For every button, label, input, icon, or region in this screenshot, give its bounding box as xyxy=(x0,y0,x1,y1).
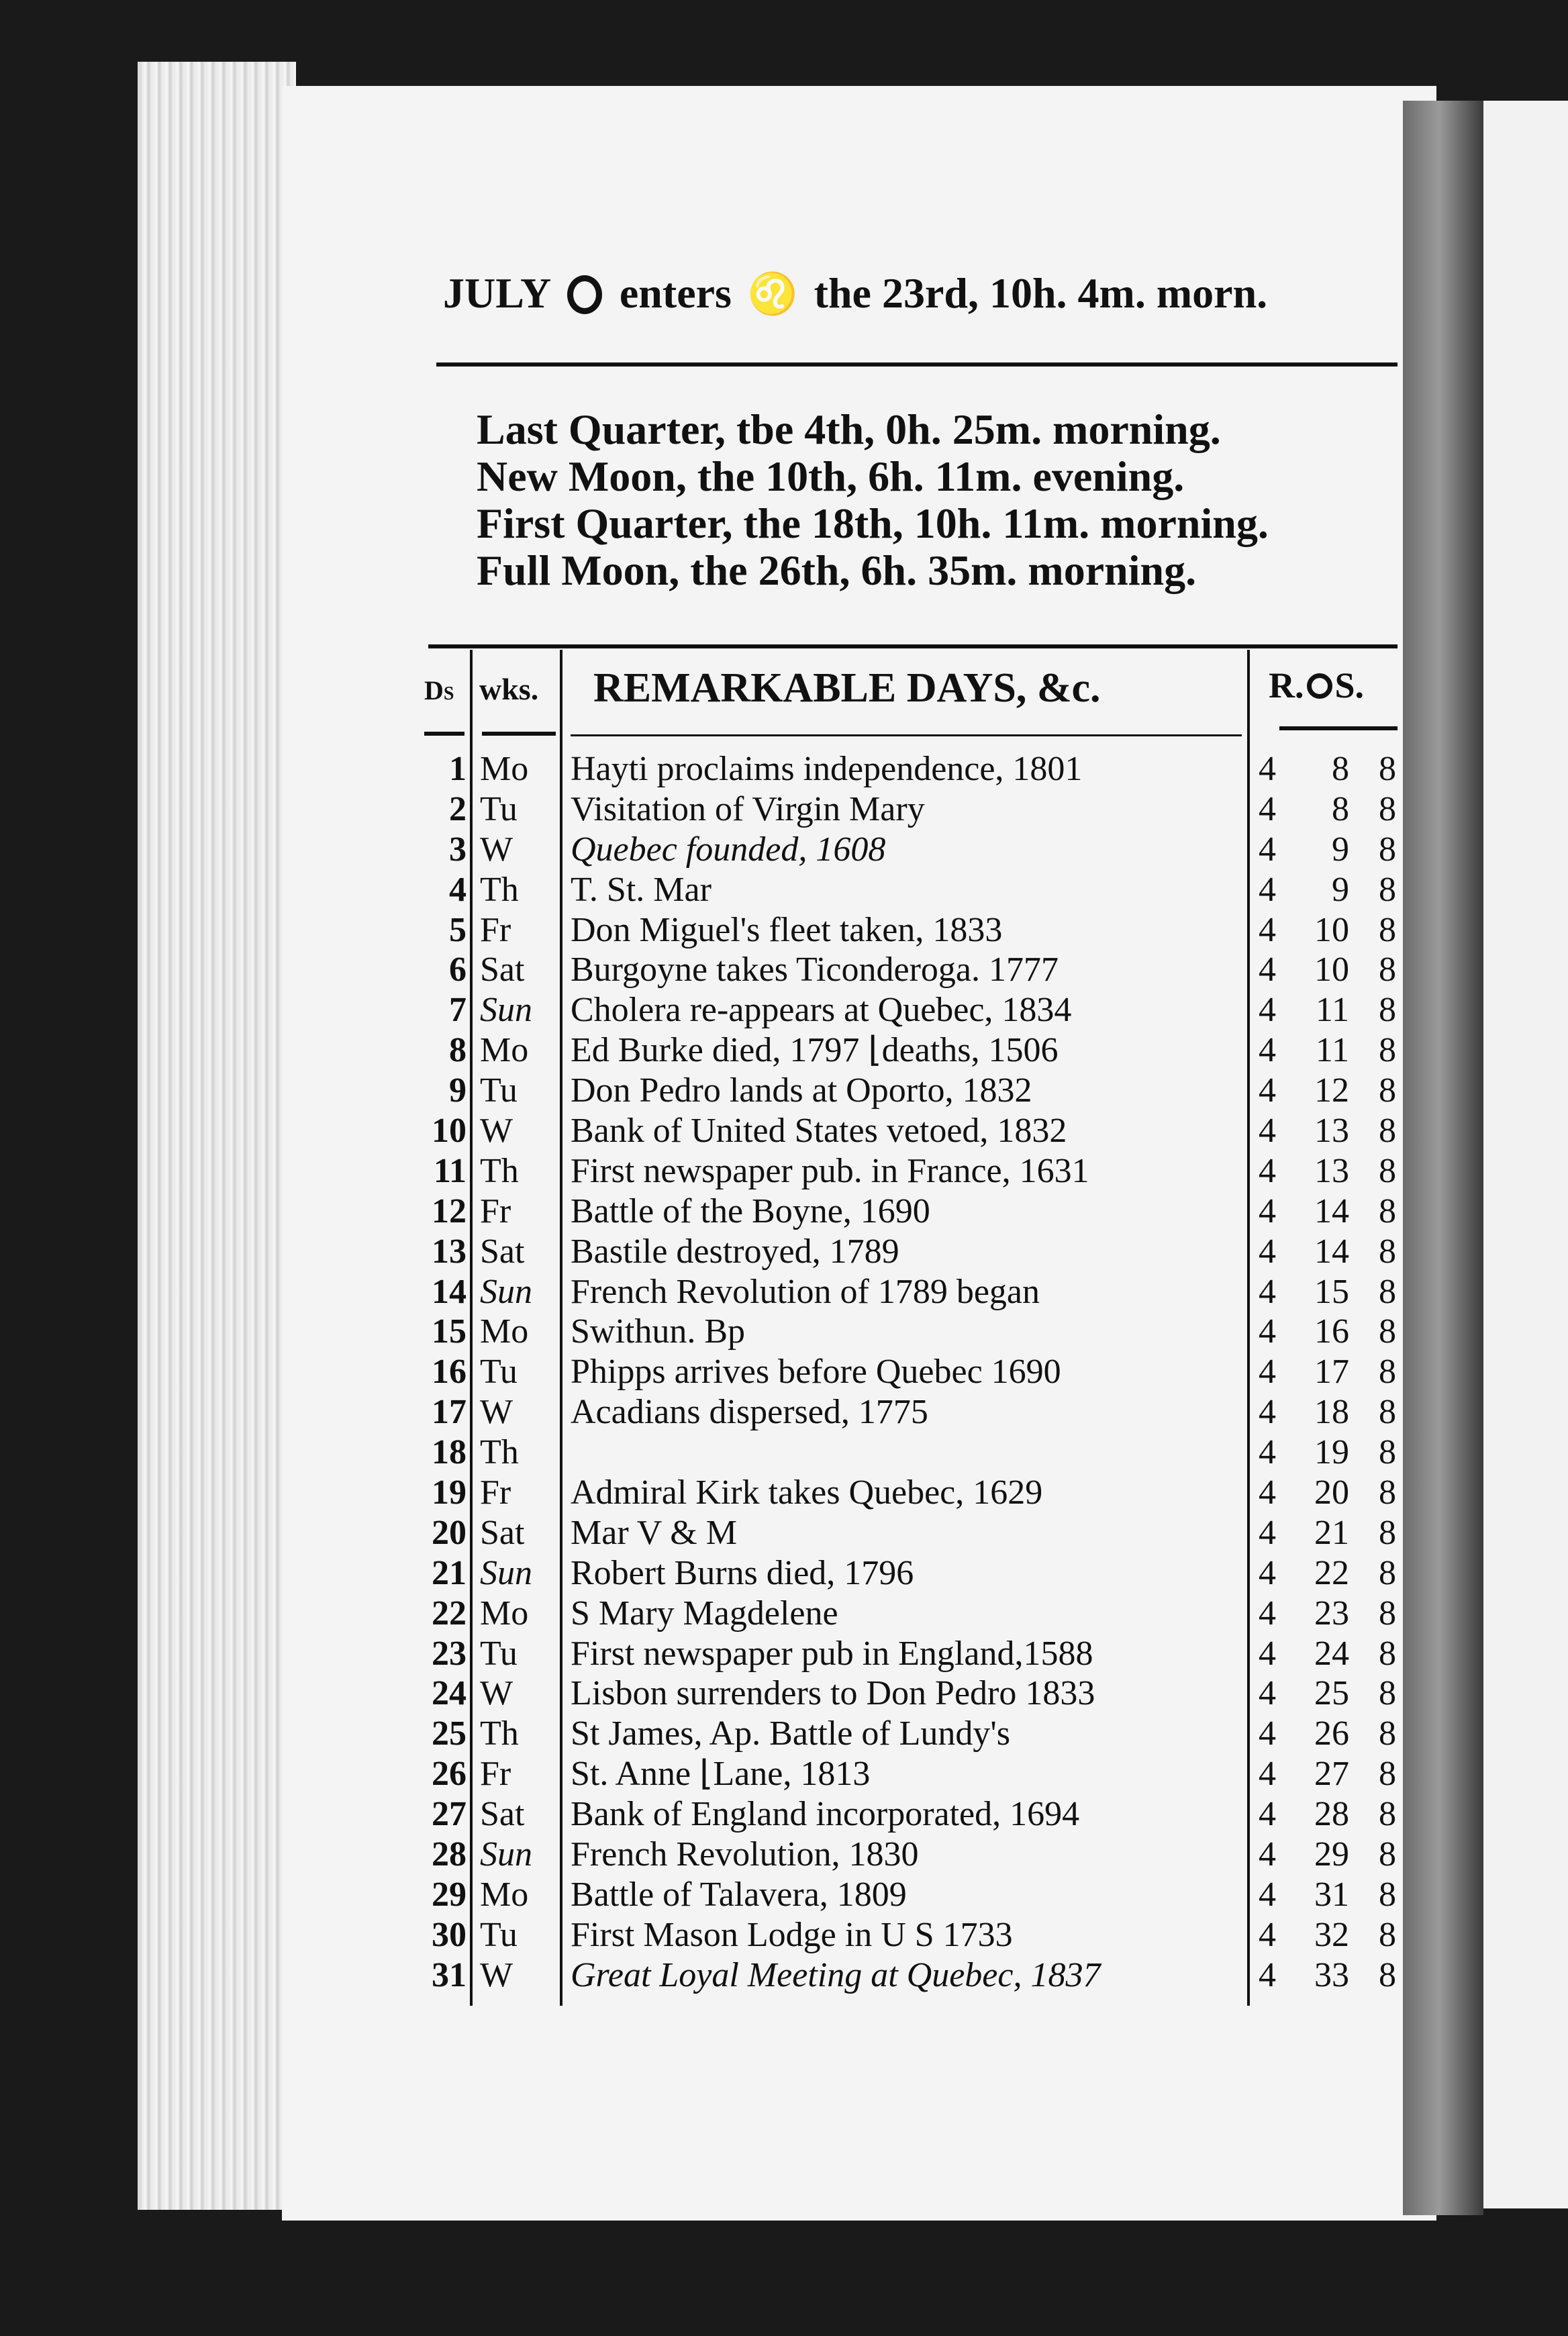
sunrise-minute: 14 xyxy=(1314,1232,1349,1271)
sunrise-minute: 11 xyxy=(1315,1031,1349,1070)
weekday-underline xyxy=(482,732,556,736)
book-page-edges xyxy=(138,62,296,2210)
table-row xyxy=(416,1232,1410,1273)
sunrise-hour: 4 xyxy=(1259,1232,1276,1271)
sunrise-hour: 4 xyxy=(1259,1795,1276,1834)
weekday: Sat xyxy=(480,1513,525,1552)
day-number: 18 xyxy=(432,1433,467,1472)
table-row xyxy=(416,1353,1410,1393)
facing-page xyxy=(1477,101,1568,2208)
table-row xyxy=(416,1714,1410,1755)
weekday: Mo xyxy=(480,1031,529,1070)
sunrise-hour: 4 xyxy=(1259,910,1276,949)
day-number: 14 xyxy=(432,1272,467,1311)
table-row xyxy=(416,1433,1410,1473)
sunrise-minute: 29 xyxy=(1314,1835,1349,1874)
sunset-hour: 8 xyxy=(1379,1473,1396,1512)
sunrise-minute: 33 xyxy=(1314,1955,1349,1994)
table-row xyxy=(416,1635,1410,1675)
event-text: Battle of Talavera, 1809 xyxy=(571,1875,907,1914)
day-number: 30 xyxy=(432,1915,467,1954)
weekday: Sun xyxy=(480,1553,532,1592)
weekday: Sat xyxy=(480,1795,525,1834)
sunrise-hour: 4 xyxy=(1259,1151,1276,1190)
table-row xyxy=(416,1152,1410,1192)
sunset-hour: 8 xyxy=(1379,1513,1396,1552)
table-row xyxy=(416,1916,1410,1956)
sunset-hour: 8 xyxy=(1379,991,1396,1030)
table-row xyxy=(416,1473,1410,1514)
sunrise-minute: 18 xyxy=(1314,1393,1349,1432)
sunrise-minute: 15 xyxy=(1314,1272,1349,1311)
sunrise-minute: 9 xyxy=(1332,830,1349,869)
table-row xyxy=(416,991,1410,1031)
sunset-hour: 8 xyxy=(1379,1674,1396,1713)
table-row xyxy=(416,911,1410,951)
sunrise-minute: 9 xyxy=(1332,870,1349,909)
col-header-weekday: wks. xyxy=(479,672,539,706)
sunrise-minute: 27 xyxy=(1314,1755,1349,1794)
table-row xyxy=(416,951,1410,991)
event-text: Ed Burke died, 1797 ⌊deaths, 1506 xyxy=(571,1031,1059,1070)
table-row xyxy=(416,1594,1410,1635)
sunrise-hour: 4 xyxy=(1259,991,1276,1030)
event-text: St. Anne ⌊Lane, 1813 xyxy=(571,1755,871,1794)
sunrise-hour: 4 xyxy=(1259,870,1276,909)
day-number: 3 xyxy=(449,830,467,869)
sunrise-hour: 4 xyxy=(1259,1835,1276,1874)
phase-last-quarter: Last Quarter, tbe 4th, 0h. 25m. morning. xyxy=(477,405,1221,453)
sunset-hour: 8 xyxy=(1379,789,1396,828)
weekday: Th xyxy=(480,1151,519,1190)
sunrise-hour: 4 xyxy=(1259,1513,1276,1552)
weekday: Sun xyxy=(480,1835,532,1874)
sunset-hour: 8 xyxy=(1379,1594,1396,1633)
sunset-hour: 8 xyxy=(1379,951,1396,989)
sunrise-minute: 12 xyxy=(1314,1071,1349,1110)
table-row xyxy=(416,1112,1410,1152)
page-gutter-shadow xyxy=(1403,101,1483,2215)
event-text: Battle of the Boyne, 1690 xyxy=(571,1191,930,1230)
sunset-hour: 8 xyxy=(1379,1151,1396,1190)
sunrise-minute: 8 xyxy=(1332,789,1349,828)
table-row xyxy=(416,1514,1410,1554)
sunrise-minute: 13 xyxy=(1314,1151,1349,1190)
sunset-hour: 8 xyxy=(1379,910,1396,949)
table-row xyxy=(416,1674,1410,1714)
table-row xyxy=(416,750,1410,790)
weekday: W xyxy=(480,1112,513,1151)
sunset-hour: 8 xyxy=(1379,1031,1396,1070)
month-heading xyxy=(443,269,1396,329)
sunset-hour: 8 xyxy=(1379,750,1396,788)
weekday: W xyxy=(480,1955,513,1994)
sunrise-hour: 4 xyxy=(1259,750,1276,788)
sunrise-hour: 4 xyxy=(1259,1714,1276,1753)
event-text: St James, Ap. Battle of Lundy's xyxy=(571,1714,1011,1753)
sunset-hour: 8 xyxy=(1379,1272,1396,1311)
weekday: W xyxy=(480,1674,513,1713)
day-number: 13 xyxy=(432,1232,467,1271)
sunrise-minute: 24 xyxy=(1314,1634,1349,1673)
heading-rule xyxy=(436,362,1398,367)
event-text: French Revolution, 1830 xyxy=(571,1835,919,1874)
event-text: Bank of England incorporated, 1694 xyxy=(571,1795,1080,1834)
month-name: JULY xyxy=(443,269,550,317)
sunset-hour: 8 xyxy=(1379,1915,1396,1954)
day-number: 9 xyxy=(449,1071,467,1110)
sunset-hour: 8 xyxy=(1379,1232,1396,1271)
event-text: Hayti proclaims independence, 1801 xyxy=(571,750,1083,788)
sunrise-hour: 4 xyxy=(1259,1875,1276,1914)
sunrise-minute: 11 xyxy=(1315,991,1349,1030)
sunrise-minute: 10 xyxy=(1314,910,1349,949)
weekday: Tu xyxy=(480,1071,518,1110)
day-number: 22 xyxy=(432,1594,467,1633)
weekday: Th xyxy=(480,1433,519,1472)
sunset-hour: 8 xyxy=(1379,1835,1396,1874)
phase-full-moon: Full Moon, the 26th, 6h. 35m. morning. xyxy=(477,546,1197,594)
event-text: Burgoyne takes Ticonderoga. 1777 xyxy=(571,951,1059,989)
day-number: 19 xyxy=(432,1473,467,1512)
event-text: Lisbon surrenders to Don Pedro 1833 xyxy=(571,1674,1095,1713)
event-text: Robert Burns died, 1796 xyxy=(571,1553,914,1592)
day-number: 17 xyxy=(432,1393,467,1432)
event-text: First Mason Lodge in U S 1733 xyxy=(571,1915,1013,1954)
weekday: W xyxy=(480,830,513,869)
weekday: Sat xyxy=(480,1232,525,1271)
sunset-hour: 8 xyxy=(1379,1955,1396,1994)
table-row xyxy=(416,1393,1410,1433)
day-number: 26 xyxy=(432,1755,467,1794)
sunrise-minute: 28 xyxy=(1314,1795,1349,1834)
sunset-hour: 8 xyxy=(1379,830,1396,869)
sunrise-hour: 4 xyxy=(1259,1433,1276,1472)
sunset-hour: 8 xyxy=(1379,1312,1396,1351)
sunset-hour: 8 xyxy=(1379,1795,1396,1834)
sun-symbol-icon xyxy=(567,275,602,314)
weekday: Sat xyxy=(480,951,525,989)
weekday: Tu xyxy=(480,1634,518,1673)
sunrise-minute: 20 xyxy=(1314,1473,1349,1512)
event-text: Don Miguel's fleet taken, 1833 xyxy=(571,910,1003,949)
sunrise-minute: 10 xyxy=(1314,951,1349,989)
event-text: Swithun. Bp xyxy=(571,1312,746,1351)
days-underline xyxy=(424,732,464,736)
sunrise-hour: 4 xyxy=(1259,951,1276,989)
day-number: 7 xyxy=(449,991,467,1030)
table-top-rule xyxy=(428,644,1398,648)
sunrise-hour: 4 xyxy=(1259,1915,1276,1954)
events-underline xyxy=(571,734,1242,736)
table-row xyxy=(416,1273,1410,1313)
sun-rise-label: R. xyxy=(1269,665,1304,705)
sunrise-hour: 4 xyxy=(1259,1594,1276,1633)
day-number: 15 xyxy=(432,1312,467,1351)
sunrise-minute: 16 xyxy=(1314,1312,1349,1351)
sunrise-hour: 4 xyxy=(1259,1634,1276,1673)
day-number: 28 xyxy=(432,1835,467,1874)
table-row xyxy=(416,1312,1410,1353)
sun-underline xyxy=(1279,726,1398,730)
weekday: Th xyxy=(480,870,519,909)
sunrise-hour: 4 xyxy=(1259,1071,1276,1110)
table-row xyxy=(416,1835,1410,1876)
table-row xyxy=(416,1755,1410,1795)
event-text: French Revolution of 1789 began xyxy=(571,1272,1040,1311)
sunrise-hour: 4 xyxy=(1259,1553,1276,1592)
table-row xyxy=(416,1795,1410,1835)
sunrise-hour: 4 xyxy=(1259,1955,1276,1994)
sunrise-minute: 19 xyxy=(1314,1433,1349,1472)
sunrise-hour: 4 xyxy=(1259,1112,1276,1151)
sunrise-minute: 17 xyxy=(1314,1353,1349,1392)
day-number: 5 xyxy=(449,910,467,949)
day-number: 24 xyxy=(432,1674,467,1713)
event-text: First newspaper pub. in France, 1631 xyxy=(571,1151,1089,1190)
sunrise-minute: 23 xyxy=(1314,1594,1349,1633)
event-text: Visitation of Virgin Mary xyxy=(571,789,925,828)
day-number: 23 xyxy=(432,1634,467,1673)
sunrise-hour: 4 xyxy=(1259,789,1276,828)
event-text: Great Loyal Meeting at Quebec, 1837 xyxy=(571,1955,1101,1994)
moon-phases xyxy=(477,406,1403,594)
sunset-hour: 8 xyxy=(1379,1714,1396,1753)
sunrise-minute: 8 xyxy=(1332,750,1349,788)
table-row xyxy=(416,1554,1410,1594)
sun-column-icon xyxy=(1307,673,1332,699)
day-number: 6 xyxy=(449,951,467,989)
sunrise-hour: 4 xyxy=(1259,1393,1276,1432)
sunrise-minute: 22 xyxy=(1314,1553,1349,1592)
weekday: Mo xyxy=(480,750,529,788)
sunset-hour: 8 xyxy=(1379,1191,1396,1230)
sunrise-minute: 32 xyxy=(1314,1915,1349,1954)
sunrise-minute: 26 xyxy=(1314,1714,1349,1753)
sunrise-hour: 4 xyxy=(1259,1191,1276,1230)
event-text: First newspaper pub in England,1588 xyxy=(571,1634,1093,1673)
day-number: 2 xyxy=(449,789,467,828)
sunrise-hour: 4 xyxy=(1259,1755,1276,1794)
heading-date: the 23rd, 10h. 4m. morn. xyxy=(814,269,1268,317)
phase-first-quarter: First Quarter, the 18th, 10h. 11m. morning. xyxy=(477,499,1269,547)
event-text: Quebec founded, 1608 xyxy=(571,830,886,869)
sunrise-hour: 4 xyxy=(1259,1272,1276,1311)
sunset-hour: 8 xyxy=(1379,1353,1396,1392)
day-number: 10 xyxy=(432,1112,467,1151)
event-text: Bank of United States vetoed, 1832 xyxy=(571,1112,1067,1151)
sunrise-hour: 4 xyxy=(1259,1353,1276,1392)
event-text: Mar V & M xyxy=(571,1513,737,1552)
day-number: 16 xyxy=(432,1353,467,1392)
event-text: Phipps arrives before Quebec 1690 xyxy=(571,1353,1061,1392)
table-row xyxy=(416,790,1410,830)
day-number: 11 xyxy=(433,1151,467,1190)
day-number: 12 xyxy=(432,1191,467,1230)
day-number: 21 xyxy=(432,1553,467,1592)
day-number: 20 xyxy=(432,1513,467,1552)
sunset-hour: 8 xyxy=(1379,1553,1396,1592)
sunrise-minute: 31 xyxy=(1314,1875,1349,1914)
table-row xyxy=(416,871,1410,911)
day-number: 31 xyxy=(432,1955,467,1994)
sunset-hour: 8 xyxy=(1379,1755,1396,1794)
weekday: Mo xyxy=(480,1875,529,1914)
table-row xyxy=(416,1071,1410,1112)
sunset-hour: 8 xyxy=(1379,1071,1396,1110)
weekday: Tu xyxy=(480,789,518,828)
sunrise-minute: 13 xyxy=(1314,1112,1349,1151)
day-number: 4 xyxy=(449,870,467,909)
col-header-events: REMARKABLE DAYS, &c. xyxy=(593,665,1101,711)
table-row xyxy=(416,1956,1410,1996)
weekday: Mo xyxy=(480,1594,529,1633)
weekday: Th xyxy=(480,1714,519,1753)
sunset-hour: 8 xyxy=(1379,870,1396,909)
weekday: Fr xyxy=(480,1755,511,1794)
sunrise-minute: 14 xyxy=(1314,1191,1349,1230)
weekday: Tu xyxy=(480,1353,518,1392)
col-header-days: Ds xyxy=(424,675,454,705)
weekday: Sun xyxy=(480,1272,532,1311)
day-number: 29 xyxy=(432,1875,467,1914)
sunrise-hour: 4 xyxy=(1259,1312,1276,1351)
weekday: Mo xyxy=(480,1312,529,1351)
weekday: W xyxy=(480,1393,513,1432)
sunrise-hour: 4 xyxy=(1259,1674,1276,1713)
event-text: Acadians dispersed, 1775 xyxy=(571,1393,928,1432)
event-text: Bastile destroyed, 1789 xyxy=(571,1232,899,1271)
weekday: Fr xyxy=(480,1191,511,1230)
weekday: Sun xyxy=(480,991,532,1030)
col-header-sun xyxy=(1269,665,1364,706)
event-text: Cholera re-appears at Quebec, 1834 xyxy=(571,991,1072,1030)
heading-enters: enters xyxy=(619,269,732,317)
event-text: T. St. Mar xyxy=(571,870,712,909)
sunset-hour: 8 xyxy=(1379,1112,1396,1151)
sunrise-hour: 4 xyxy=(1259,1031,1276,1070)
table-row xyxy=(416,1192,1410,1232)
sunrise-hour: 4 xyxy=(1259,1473,1276,1512)
sunrise-minute: 25 xyxy=(1314,1674,1349,1713)
day-number: 25 xyxy=(432,1714,467,1753)
sun-set-label: S. xyxy=(1334,665,1365,705)
weekday: Fr xyxy=(480,910,511,949)
weekday: Tu xyxy=(480,1915,518,1954)
leo-sign-icon: ♌ xyxy=(747,272,798,316)
sunrise-hour: 4 xyxy=(1259,830,1276,869)
weekday: Fr xyxy=(480,1473,511,1512)
phase-new-moon: New Moon, the 10th, 6h. 11m. evening. xyxy=(477,452,1185,500)
remarkable-days-table xyxy=(416,750,1410,1996)
event-text: S Mary Magdelene xyxy=(571,1594,838,1633)
sunrise-minute: 21 xyxy=(1314,1513,1349,1552)
sunset-hour: 8 xyxy=(1379,1393,1396,1432)
day-number: 27 xyxy=(432,1795,467,1834)
table-row xyxy=(416,1876,1410,1916)
day-number: 1 xyxy=(449,750,467,788)
event-text: Don Pedro lands at Oporto, 1832 xyxy=(571,1071,1032,1110)
day-number: 8 xyxy=(449,1031,467,1070)
table-row xyxy=(416,1031,1410,1071)
event-text: Admiral Kirk takes Quebec, 1629 xyxy=(571,1473,1043,1512)
table-row xyxy=(416,830,1410,871)
sunset-hour: 8 xyxy=(1379,1875,1396,1914)
sunset-hour: 8 xyxy=(1379,1433,1396,1472)
sunset-hour: 8 xyxy=(1379,1634,1396,1673)
